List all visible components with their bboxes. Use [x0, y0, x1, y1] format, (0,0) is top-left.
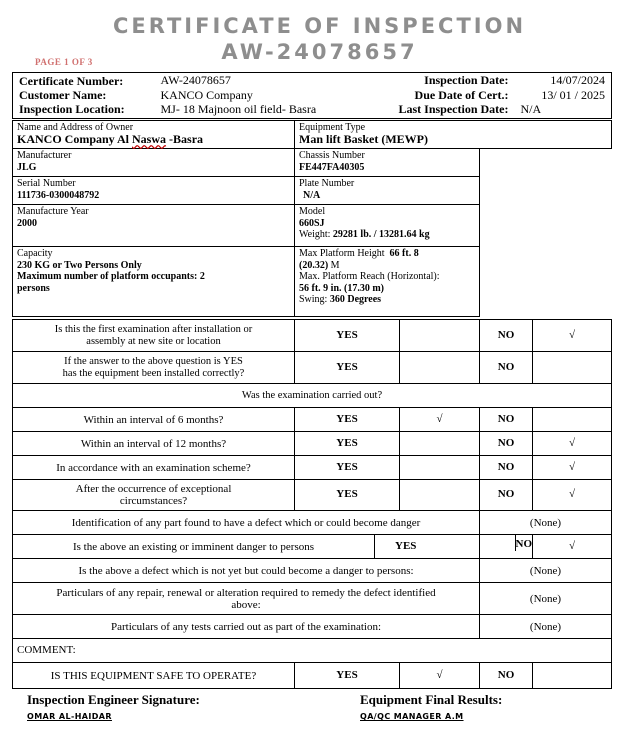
- customer-label: Customer Name:: [13, 88, 155, 102]
- type-cell: [295, 121, 612, 149]
- yes-answer-check: √: [400, 408, 480, 432]
- height-label: Max Platform Height: [299, 248, 385, 259]
- no-answer-check: √: [533, 456, 612, 480]
- capacity-label: Capacity: [17, 248, 53, 259]
- yes-label: YES: [295, 432, 400, 456]
- weight-label: Weight:: [299, 229, 331, 240]
- table-row: [13, 432, 612, 456]
- manufacturer: JLG: [17, 161, 37, 173]
- owner-name-rest: -Basra: [169, 131, 204, 146]
- yes-answer: [400, 456, 480, 480]
- questions-table: [12, 319, 612, 689]
- table-row: [13, 663, 612, 689]
- table-row: [13, 615, 612, 639]
- question-safe-to-operate: IS THIS EQUIPMENT SAFE TO OPERATE?: [13, 663, 295, 689]
- height-value1: 66 ft. 8: [389, 248, 419, 259]
- final-results-label: Equipment Final Results:: [360, 692, 503, 707]
- platform-cell: [295, 247, 480, 317]
- no-label: NO: [480, 456, 533, 480]
- manufacture-year: 2000: [17, 217, 37, 229]
- reach-label: Max. Platform Reach (Horizontal):: [299, 271, 440, 282]
- location-label: Inspection Location:: [13, 102, 155, 119]
- no-label: NO: [515, 538, 532, 550]
- owner-label: Name and Address of Owner: [17, 122, 134, 133]
- table-row: [13, 320, 612, 352]
- model-cell: [295, 205, 480, 247]
- type-label: Equipment Type: [299, 122, 366, 133]
- plate-number: N/A: [303, 189, 321, 201]
- cert-number-label: Certificate Number:: [13, 73, 155, 89]
- table-row: [13, 535, 612, 559]
- weight: 29281 lb. / 13281.64 kg: [332, 229, 430, 240]
- no-answer-check: √: [533, 432, 612, 456]
- model-label: Model: [299, 206, 326, 217]
- occupants-line1: Maximum number of platform occupants: 2: [17, 271, 205, 282]
- final-results-signature: QA/QC MANAGER A.M: [360, 712, 464, 721]
- yes-label: YES: [295, 408, 400, 432]
- question-defect-identification: Identification of any part found to have a defect which or could become danger: [13, 511, 480, 535]
- no-answer-check: √: [533, 320, 612, 352]
- answer-none: (None): [480, 559, 612, 583]
- question-exceptional: After the occurrence of exceptional circumstances?: [13, 480, 295, 511]
- due-date-label: Due Date of Cert.:: [414, 88, 509, 102]
- no-label: NO: [480, 480, 533, 511]
- question-tests: Particulars of any tests carried out as part of the examination:: [13, 615, 480, 639]
- table-row: [13, 480, 612, 511]
- chassis-cell: [295, 149, 480, 177]
- swing: 360 Degrees: [329, 294, 382, 305]
- equipment-table: [12, 120, 612, 317]
- certificate-id-title: AW-24078657: [221, 40, 418, 64]
- yes-answer: [400, 352, 480, 384]
- yes-label: YES: [295, 663, 400, 689]
- yes-answer-check: √: [400, 663, 480, 689]
- year-label: Manufacture Year: [17, 206, 89, 217]
- answer-none: (None): [480, 615, 612, 639]
- yes-label: YES: [295, 352, 400, 384]
- no-label: NO: [480, 408, 533, 432]
- question-installed-correctly: If the answer to the above question is YES has the equipment been installed correctly?: [13, 352, 295, 384]
- capacity: 230 KG or Two Persons Only: [17, 259, 142, 271]
- yes-label: YES: [295, 480, 400, 511]
- question-12-months: Within an interval of 12 months?: [13, 432, 295, 456]
- document-title: CERTIFICATE OF INSPECTION: [112, 14, 527, 38]
- serial-label: Serial Number: [17, 178, 76, 189]
- exam-header: Was the examination carried out?: [13, 384, 612, 408]
- question-exam-scheme: In accordance with an examination scheme?: [13, 456, 295, 480]
- no-answer-check: √: [533, 535, 612, 559]
- table-row: [13, 384, 612, 408]
- table-row: [13, 639, 612, 663]
- page-label: PAGE 1 OF 3: [35, 57, 93, 67]
- info-table: [12, 72, 612, 119]
- owner-cell: [13, 121, 295, 149]
- owner-name-flagged: Naswa: [132, 131, 167, 146]
- answer-none: (None): [480, 511, 612, 535]
- year-cell: [13, 205, 295, 247]
- no-answer-check: √: [533, 480, 612, 511]
- yes-label: YES: [295, 320, 400, 352]
- table-row: [13, 352, 612, 384]
- yes-answer: [400, 320, 480, 352]
- engineer-signature-label: Inspection Engineer Signature:: [27, 692, 200, 707]
- no-label: NO: [480, 432, 533, 456]
- table-row: [13, 511, 612, 535]
- table-row: [13, 559, 612, 583]
- type-value: Man lift Basket (MEWP): [299, 131, 428, 146]
- model: 660SJ: [299, 217, 325, 229]
- comment: COMMENT:: [13, 639, 612, 663]
- capacity-cell: [13, 247, 295, 317]
- question-first-exam: Is this the first examination after installation or assembly at new site or location: [13, 320, 295, 352]
- question-6-months: Within an interval of 6 months?: [13, 408, 295, 432]
- plate-cell: [295, 177, 480, 205]
- yes-label: YES: [375, 535, 480, 559]
- answer-none: (None): [480, 583, 612, 615]
- engineer-signature: OMAR AL-HAIDAR: [27, 712, 112, 721]
- no-answer: [533, 663, 612, 689]
- table-row: [13, 583, 612, 615]
- yes-answer: [400, 432, 480, 456]
- yes-answer: [400, 480, 480, 511]
- manufacturer-cell: [13, 149, 295, 177]
- cert-number: AW-24078657: [155, 73, 375, 89]
- owner-name: KANCO Company Al: [17, 131, 130, 146]
- no-label: NO: [480, 663, 533, 689]
- inspection-date: 14/07/2024: [515, 73, 612, 89]
- height-value2: (20.32): [299, 259, 329, 271]
- serial-cell: [13, 177, 295, 205]
- location: MJ- 18 Majnoon oil field- Basra: [155, 102, 375, 119]
- reach: 56 ft. 9 in. (17.30 m): [299, 282, 384, 294]
- height-unit: M: [330, 259, 340, 271]
- customer-name: KANCO Company: [160, 88, 253, 102]
- last-inspection: N/A: [515, 102, 612, 119]
- serial-number: 111736-0300048792: [17, 189, 100, 201]
- table-row: [13, 408, 612, 432]
- chassis-number: FE447FA40305: [299, 161, 365, 173]
- inspection-date-label: Inspection Date:: [375, 73, 515, 89]
- swing-label: Swing:: [299, 294, 328, 305]
- occupants-line2: persons: [17, 282, 50, 294]
- manufacturer-label: Manufacturer: [17, 150, 72, 161]
- no-answer: [533, 408, 612, 432]
- question-imminent-danger: Is the above an existing or imminent danger to persons: [13, 535, 375, 559]
- no-label: NO: [480, 352, 533, 384]
- plate-label: Plate Number: [299, 178, 355, 189]
- chassis-label: Chassis Number: [299, 150, 365, 161]
- question-repair: Particulars of any repair, renewal or alteration required to remedy the defect identified above:: [13, 583, 480, 615]
- table-row: [13, 456, 612, 480]
- question-potential-danger: Is the above a defect which is not yet but could become a danger to persons:: [13, 559, 480, 583]
- due-date: 13/ 01 / 2025: [515, 88, 612, 102]
- last-inspection-label: Last Inspection Date:: [375, 102, 515, 119]
- no-answer: [533, 352, 612, 384]
- yes-label: YES: [295, 456, 400, 480]
- no-label: NO: [480, 320, 533, 352]
